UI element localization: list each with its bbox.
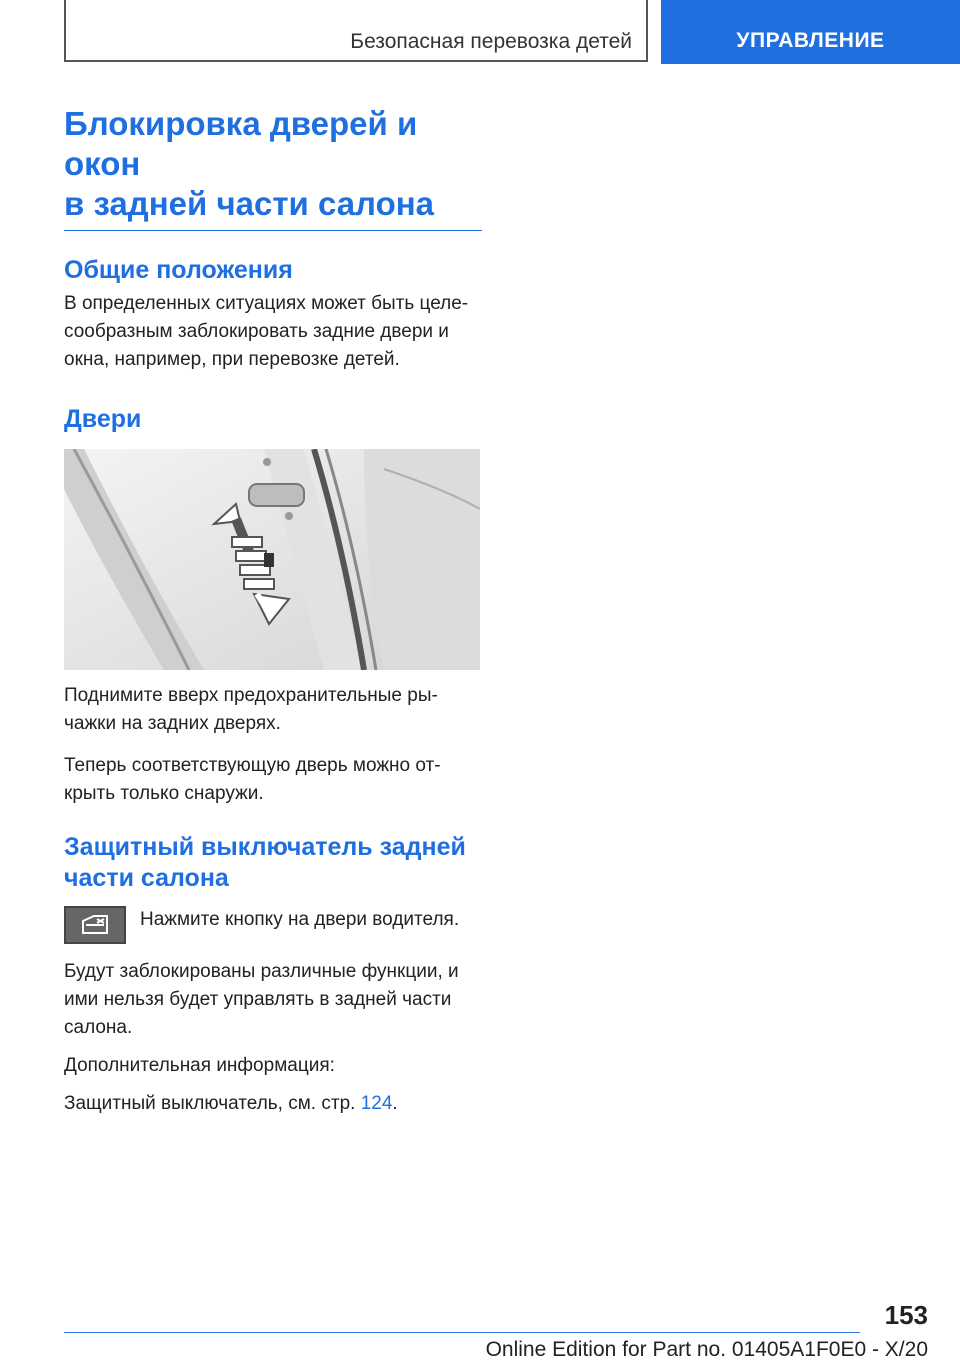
main-content [64,104,482,1118]
doors-paragraph-2: Теперь соответствующую дверь можно от- крыть только снаружи. [64,755,441,804]
cross-reference: Защитный выключатель, см. стр. 124. [64,1093,398,1114]
header-frame [64,0,648,62]
switch-instruction [64,906,482,944]
header-section-title: Безопасная перевозка детей [350,30,632,53]
doors-paragraph-1: Поднимите вверх предохранительные ры- чажки на задних дверях. [64,685,438,734]
page-number: 153 [884,1300,928,1330]
door-illustration-graphic [64,449,480,670]
heading-doors: Двери [64,405,142,433]
page-link-124[interactable]: 124 [360,1093,393,1114]
footer-edition-text: Online Edition for Part no. 01405A1F0E0 - X/20 [485,1338,928,1361]
window-lock-icon [64,906,126,944]
footer-divider [64,1332,860,1333]
header-chapter-tab: УПРАВЛЕНИЕ [661,0,960,64]
general-paragraph: В определенных ситуациях может быть целе- сообразным заблокировать задние двери и окна, например, при перевозке детей. [64,293,469,370]
page-title: Блокировка дверей и окон в задней части салона [64,104,482,231]
heading-general: Общие положения [64,256,293,284]
heading-switch: Защитный выключатель задней части салона [64,833,466,892]
switch-icon-text: Нажмите кнопку на двери водителя. [140,909,460,930]
door-lock-illustration [64,449,480,670]
switch-paragraph: Будут заблокированы различные функции, и ими нельзя будет управлять в задней части салона. [64,961,459,1038]
more-info-label: Дополнительная информация: [64,1055,335,1076]
